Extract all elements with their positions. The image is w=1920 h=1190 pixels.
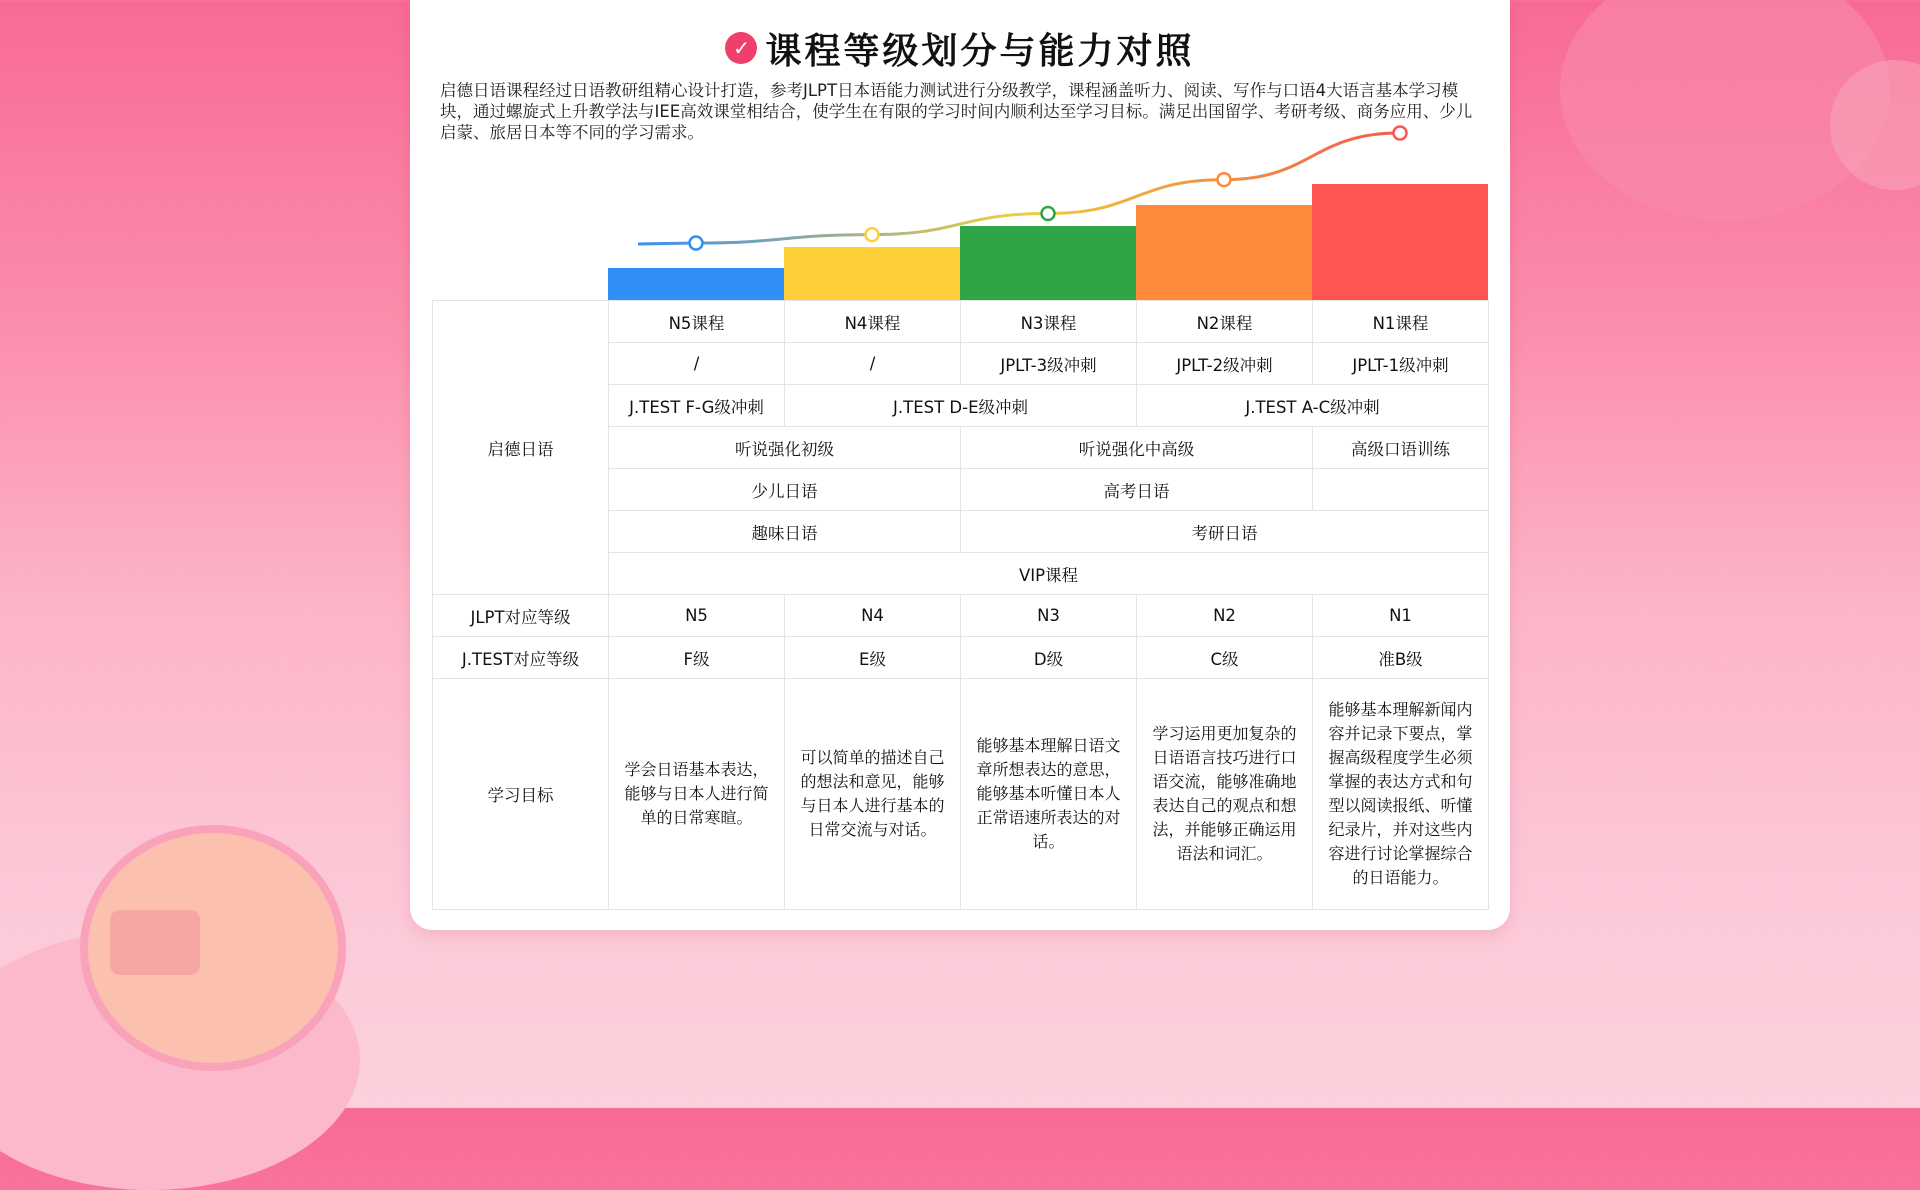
section-label-qide: 启德日语: [433, 301, 609, 595]
jlpt-sprint-cell: JPLT-1级冲刺: [1313, 343, 1489, 385]
level-bar-4: [1136, 205, 1312, 300]
jtest-level-cell: C级: [1137, 637, 1313, 679]
check-circle-icon: ✓: [725, 32, 757, 64]
goal-cell: 能够基本理解日语文章所想表达的意思，能够基本听懂日本人正常语速所表达的对话。: [961, 679, 1137, 910]
jlpt-level-cell: N4: [785, 595, 961, 637]
listening-cell: 高级口语训练: [1313, 427, 1489, 469]
jtest-sprint-cell: J.TEST D-E级冲刺: [785, 385, 1137, 427]
fun-cell: 趣味日语: [609, 511, 961, 553]
goal-cell: 学会日语基本表达，能够与日本人进行简单的日常寒暄。: [609, 679, 785, 910]
table-row: [433, 679, 1489, 910]
jtest-level-cell: D级: [961, 637, 1137, 679]
course-cell: N4课程: [785, 301, 961, 343]
kids-cell: 少儿日语: [609, 469, 961, 511]
jlpt-level-cell: N1: [1313, 595, 1489, 637]
row-label: J.TEST对应等级: [433, 637, 609, 679]
course-cell: N2课程: [1137, 301, 1313, 343]
trend-point-5: [1394, 127, 1407, 140]
jlpt-level-cell: N2: [1137, 595, 1313, 637]
jtest-level-cell: F级: [609, 637, 785, 679]
jlpt-sprint-cell: /: [785, 343, 961, 385]
course-cell: N3课程: [961, 301, 1137, 343]
trend-point-4: [1218, 173, 1231, 186]
table-row: [433, 637, 1489, 679]
trend-point-3: [1042, 207, 1055, 220]
jtest-level-cell: E级: [785, 637, 961, 679]
goal-cell: 能够基本理解新闻内容并记录下要点，掌握高级程度学生必须掌握的表达方式和句型以阅读报纸、听懂纪录片，并对这些内容进行讨论掌握综合的日语能力。: [1313, 679, 1489, 910]
vip-cell: VIP课程: [609, 553, 1489, 595]
listening-cell: 听说强化初级: [609, 427, 961, 469]
jlpt-level-cell: N3: [961, 595, 1137, 637]
level-progress-chart: [410, 0, 1510, 305]
table-row: [433, 595, 1489, 637]
trend-point-2: [866, 228, 879, 241]
jlpt-sprint-cell: /: [609, 343, 785, 385]
course-cell: N5课程: [609, 301, 785, 343]
course-cell: N1课程: [1313, 301, 1489, 343]
exam-cell: 高考日语: [961, 469, 1313, 511]
empty-cell: [1313, 469, 1489, 511]
level-bar-2: [784, 247, 960, 300]
background-camera-icon: [110, 910, 200, 975]
jlpt-level-cell: N5: [609, 595, 785, 637]
jlpt-sprint-cell: JPLT-3级冲刺: [961, 343, 1137, 385]
intro-paragraph: 启德日语课程经过日语教研组精心设计打造，参考JLPT日本语能力测试进行分级教学，课程涵盖听力、阅读、写作与口语4大语言基本学习模块，通过螺旋式上升教学法与IEE高效课堂相结合，使学生在有限的学习时间内顺利达至学习目标。满足出国留学、考研考级、商务应用、少儿启蒙、旅居日本等不同的学习需求。: [440, 81, 1473, 142]
course-comparison-table: [432, 300, 1489, 910]
trend-point-1: [690, 237, 703, 250]
level-bar-5: [1312, 184, 1488, 300]
jlpt-sprint-cell: JPLT-2级冲刺: [1137, 343, 1313, 385]
goal-cell: 学习运用更加复杂的日语语言技巧进行口语交流，能够准确地表达自己的观点和想法，并能够正确运用语法和词汇。: [1137, 679, 1313, 910]
jtest-sprint-cell: J.TEST A-C级冲刺: [1137, 385, 1489, 427]
jtest-sprint-cell: J.TEST F-G级冲刺: [609, 385, 785, 427]
postgrad-cell: 考研日语: [961, 511, 1489, 553]
row-label: 学习目标: [433, 679, 609, 910]
listening-cell: 听说强化中高级: [961, 427, 1313, 469]
table-row: [433, 301, 1489, 343]
level-bar-3: [960, 226, 1136, 300]
course-level-card: [410, 0, 1510, 930]
level-bar-1: [608, 268, 784, 300]
goal-cell: 可以简单的描述自己的想法和意见，能够与日本人进行基本的日常交流与对话。: [785, 679, 961, 910]
jtest-level-cell: 准B级: [1313, 637, 1489, 679]
page-title: 课程等级划分与能力对照: [765, 30, 1195, 72]
row-label: JLPT对应等级: [433, 595, 609, 637]
